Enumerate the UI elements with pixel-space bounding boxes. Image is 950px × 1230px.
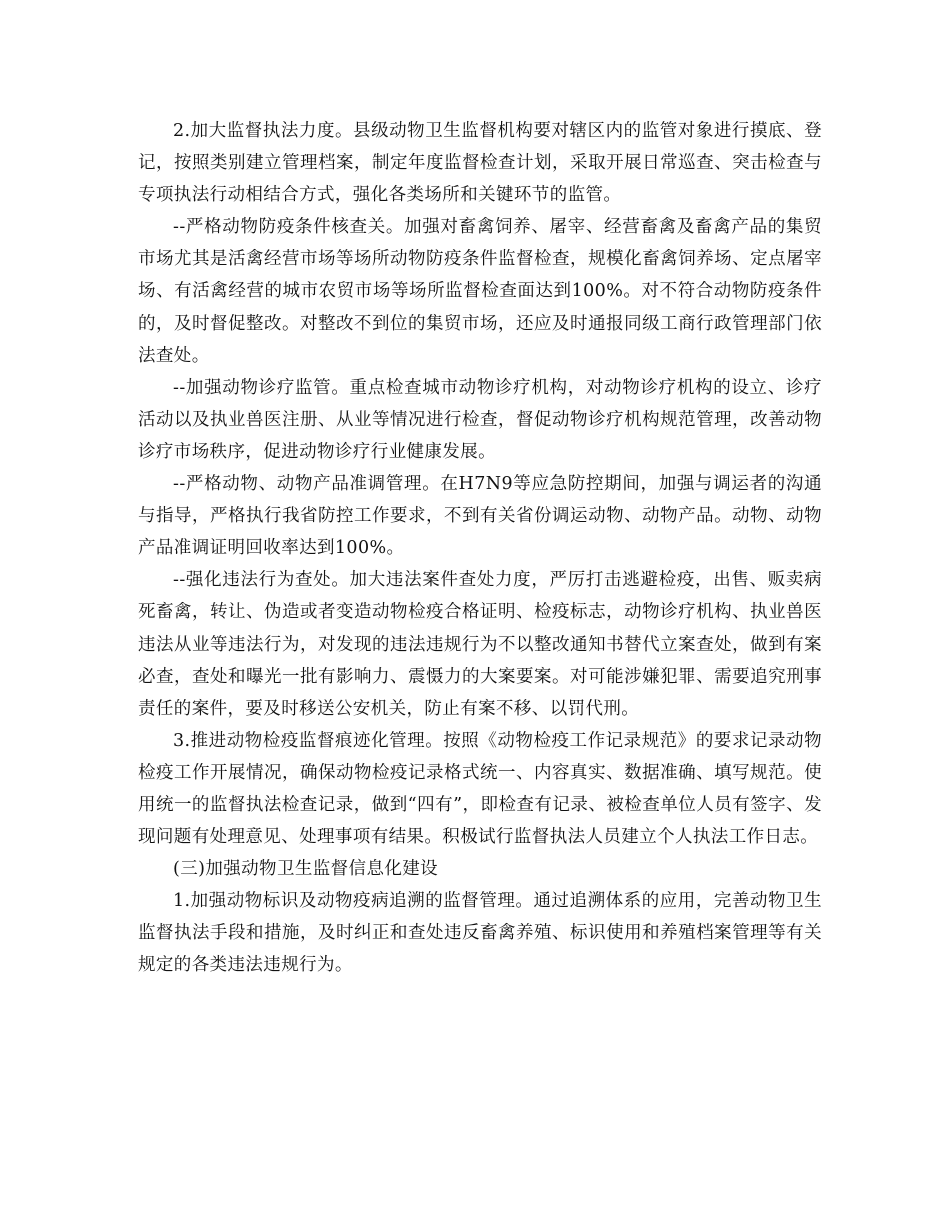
paragraph-trace-management: 3.推进动物检疫监督痕迹化管理。按照《动物检疫工作记录规范》的要求记录动物检疫工作开展情况，确保动物检疫记录格式统一、内容真实、数据准确、填写规范。使用统一的监督执法检查记录，做到“四有”，即检查有记录、被检查单位人员有签字、发现问题有处理意见、处理事项有结果。积极试行监督执法人员建立个人执法工作日志。 [138,730,822,848]
paragraph-supervision-enforcement: 2.加大监督执法力度。县级动物卫生监督机构要对辖区内的监管对象进行摸底、登记，按照类别建立管理档案，制定年度监督检查计划，采取开展日常巡查、突击检查与专项执法行动相结合方式，强化各类场所和关键环节的监管。 [138,121,822,206]
paragraph-traceability-supervision: 1.加强动物标识及动物疫病追溯的监督管理。通过追溯体系的应用，完善动物卫生监督执法手段和措施，及时纠正和查处违反畜禽养殖、标识使用和养殖档案管理等有关规定的各类违法违规行为。 [138,891,822,976]
paragraph-violation-investigation: --强化违法行为查处。加大违法案件查处力度，严厉打击逃避检疫，出售、贩卖病死畜禽，转让、伪造或者变造动物检疫合格证明、检疫标志，动物诊疗机构、执业兽医违法从业等违法行为，对发现的违法违规行为不以整改通知书替代立案查处，做到有案必查，查处和曝光一批有影响力、震慑力的大案要案。对可能涉嫌犯罪、需要追究刑事责任的案件，要及时移送公安机关，防止有案不移、以罚代刑。 [138,570,822,719]
paragraph-animal-clinic-supervision: --加强动物诊疗监管。重点检查城市动物诊疗机构，对动物诊疗机构的设立、诊疗活动以及执业兽医注册、从业等情况进行检查，督促动物诊疗机构规范管理，改善动物诊疗市场秩序，促进动物诊疗行业健康发展。 [138,377,822,462]
section-heading-informatization: (三)加强动物卫生监督信息化建设 [173,859,439,880]
paragraph-transport-approval: --严格动物、动物产品准调管理。在H7N9等应急防控期间，加强与调运者的沟通与指导，严格执行我省防控工作要求，不到有关省份调运动物、动物产品。动物、动物产品准调证明回收率达到100%。 [138,474,822,559]
document-body [138,115,822,982]
paragraph-epidemic-prevention-conditions: --严格动物防疫条件核查关。加强对畜禽饲养、屠宰、经营畜禽及畜禽产品的集贸市场尤其是活禽经营市场等场所动物防疫条件监督检查，规模化畜禽饲养场、定点屠宰场、有活禽经营的城市农贸市场等场所监督检查面达到100%。对不符合动物防疫条件的，及时督促整改。对整改不到位的集贸市场，还应及时通报同级工商行政管理部门依法查处。 [138,217,822,366]
